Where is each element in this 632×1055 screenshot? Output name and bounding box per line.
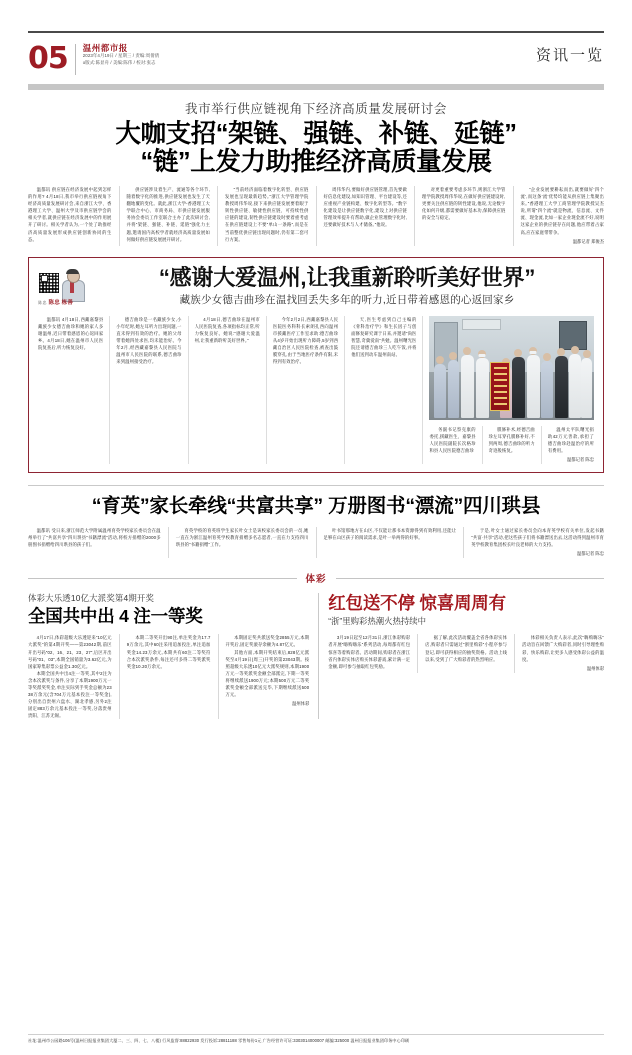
story-3-column (316, 527, 457, 558)
lottery-right-byline: 温州体彩 (586, 665, 605, 671)
story-1-paragraph: 周伟华内,要做好供应链管理,首先要做好信息化建设,如知识管理、平台建设等,还应重视产业链构建、数字化转型等。“数字化建设是让供应链数字化,建设上对供应链管理效率提升有帮助,做企业管理数字化时,还要做好技术与人才储备。”他说。 (323, 187, 407, 228)
photo-person (434, 364, 446, 418)
feature-article (28, 257, 604, 473)
story-1 (28, 102, 604, 246)
feature-photo-columns (429, 426, 594, 464)
feature-byline: 温都记者 陈忠 (567, 457, 594, 463)
columnist-stamp-name: 陈忠 栋善 (48, 299, 74, 306)
photo-person-head (571, 346, 579, 354)
feature-paragraph: 温州太平队曙光捐助42万元善款,承担了德吉曲珍赴温治疗的所有费用。 (547, 426, 594, 453)
lottery-paragraph: 据了解,此次活动覆盖全省各体彩实体店,购彩者只需通过“浙里购彩”小程序参与登记,即可获得相应的抽奖资格。活动上线以来,受到了广大购彩者的热烈响应。 (425, 635, 508, 662)
feature-column (38, 316, 103, 464)
story-1-columns (28, 186, 604, 246)
feature-paragraph: 膜修补术,经德吉曲珍左耳穿孔膜修补好,不到两周,德吉曲珍的听力奇迹般恢复。 (488, 426, 535, 453)
lottery-column (328, 634, 410, 672)
feature-paragraph: 温都讯 4月18日,西藏嘉黎县藏族少女德吉曲珍和她的家人多谢温州,近日带着感恩的心返回家乡。4月18日,她在温州市人民医院复查后,听力恢复良好。 (38, 316, 104, 351)
columnist-badge (38, 265, 96, 308)
masthead-date-line: 2023年4月19日 / 星期三 / 责编:周倩倩 (82, 53, 160, 58)
photo-person (555, 356, 568, 417)
photo-person-head (557, 348, 565, 356)
top-rule (28, 31, 604, 33)
photo-person-head (449, 352, 457, 360)
lottery-section (28, 593, 604, 719)
story-1-column (119, 186, 211, 246)
feature-column (266, 316, 338, 464)
story-3-paragraph: 温都讯 受日来,浙江师范大学附属温州育英学校家长委员会在温州举行了“共富共享”四川珙县“书籍漂流”活动,将校方捐赠的2000多册图书捐赠给四川珙县的孩子们。 (28, 528, 161, 548)
story-1-headline-line-2: “链”上发力助推经济高质量发展 (140, 148, 492, 176)
feature-paragraph: 今年2月2日,西藏嘉黎县人民医院医务科科长索朗孔西向温州市援藏医疗工作室求助:德吉曲珍从4岁开始出现听力障碍,5岁到西藏自治区人民医院检查,被查出鼓膜穿孔,由于当地医疗条件有限,未得到有效治疗。 (272, 316, 339, 365)
photo-person (512, 357, 525, 417)
photo-person-head (514, 349, 522, 357)
story-3-paragraph: 育英学校的育英班学生家长叶女士是该校家长委员会的一员,她一直在为浙江温州育英学校教育捐赠多名志愿者,一直在力支持四川珙县的“书籍捐赠”工作。 (175, 528, 309, 548)
page-number: 05 (28, 41, 68, 76)
feature-titles (96, 265, 594, 307)
badge-graphics (38, 268, 96, 308)
story-1-headline-line-1: 大咖支招“架链、强链、补链、延链” (115, 120, 517, 148)
feature-paragraph: 德吉曲珍是一名藏族少女,小小年纪时,她左耳听力出现问题,一直未得到有效的治疗。她的父母带着她四处求医,均未能治好。今年2月,经西藏嘉黎县人民医院与温州市人民医院的联系,德吉曲珍来到温州接受治疗。 (116, 316, 182, 365)
reporter-avatar-icon (60, 268, 86, 302)
story-3-columns (28, 527, 604, 558)
lottery-column (119, 634, 211, 719)
feature-paragraph: 务副书记察克康的委托,援藏医生、嘉黎县人民医院副院长次格珍和县人民医院德吉曲珍 (429, 426, 476, 453)
feature-column (541, 426, 594, 464)
lottery-story-right (318, 593, 604, 719)
paper-name: 温州都市报 (82, 43, 128, 53)
story-3 (28, 485, 604, 558)
story-1-column (414, 186, 506, 246)
lottery-column (28, 634, 112, 719)
lottery-column (514, 634, 604, 672)
story-1-byline: 温都记者 郑俊杰 (572, 238, 604, 244)
story-1-column (28, 186, 112, 246)
photo-person-head (543, 353, 551, 361)
lottery-left-byline: 温州体彩 (292, 701, 310, 707)
story-1-headline (28, 120, 604, 176)
columnist-stamp-small: 陈忠 (38, 299, 47, 305)
photo-sign (462, 319, 500, 330)
masthead-credits-line: o版式:陈显舟 / 美编:陈伟 / 校对:张志 (82, 59, 156, 65)
story-3-column (28, 527, 161, 558)
masthead (28, 42, 604, 82)
hospital-group-photo (429, 316, 594, 420)
story-1-paragraph: 供应链涉及着生产、流通等各个环节,随着数字化的推进,供应链发展也发生了天翻地覆的变化。就此,浙江大学-香港理工大学联合中心、市商务局、市供应链发展服务协会委员工作室联合主办了此次研讨会,并将“架链、强链、补链、延链”强化力主题,邀请国内高校学者就经济高质量发展如何做好供应链发展展开研讨。 (126, 187, 210, 242)
story-3-paragraph: 叶书馆那地方在山区,不仅能让那书本资源得到有效利用,还能让足够在山区孩子的阅读需求,是叶一举两得的好事。 (323, 528, 457, 541)
lottery-paragraph: 本期全国共中出4注一等奖,其中2注为含本次派奖与条件,分享了本期1900万元一等奖派奖奖金,单注实际到手奖金总额为2338万余元(含704万元基本投注一等奖金),分别出自贵州六盘水、湖北孝感,另外2注固定883万余元基本投注一等奖,分落贵州贵阳、江苏无锡。 (28, 670, 112, 719)
lottery-column (218, 634, 310, 719)
masthead-text (76, 42, 159, 66)
lottery-paragraph: 本期二等奖开出90注,单注奖金为17.79万余元,其中60注采用追加投注,单注追加奖金14.23万余元,本期共有60注二等奖符合本次派奖条件,每注还可多得二等奖派奖奖金10.20万余元。 (126, 635, 211, 669)
story-3-byline: 温都记者 陈忠 (577, 551, 604, 557)
photo-person (581, 358, 593, 417)
lottery-right-headline: 红包送不停 惊喜周周有 (328, 593, 506, 614)
photo-person (448, 360, 460, 417)
newspaper-page (0, 31, 632, 1055)
lottery-right-columns (328, 634, 604, 672)
lottery-column (417, 634, 507, 672)
photo-person (569, 354, 581, 417)
columnist-stamp (38, 298, 73, 306)
feature-column (344, 316, 416, 464)
lottery-section-label: 体彩 (305, 574, 327, 586)
qr-code-icon[interactable] (38, 272, 60, 294)
lottery-right-subhead: “浙”里购彩热潮火热持续中 (328, 616, 426, 627)
story-1-paragraph: “企业发展要耕耘而出,就要做好‘四个流’,而这条‘流’优势均能从供应链上集聚出来。”香港理工大学工商管理学院教授吴杰说,所谓“四个流”就是物流、信息流、文件流、现金流,比如一家企业现金流不好,说明这家企业的供应链存在问题,他应带着占家高,应在家庭带带争。 (520, 187, 604, 235)
feature-subhead: 藏族少女德吉曲珍在温找回丢失多年的听力,近日带着感恩的心返回家乡 (179, 293, 515, 306)
photo-person (461, 355, 474, 417)
story-1-paragraph: 对更着重要考虑多环节,则浙江大学管理学院教授周伟华说,在做好供应链建设时,更要关注供应链的韧性建设,他说,无论数字化如何升级,都需要做好基本功,保障供应链的安全与稳定。 (422, 187, 506, 221)
story-3-headline: “育英”家长牵线“共富共享” 万册图书“漂流”四川珙县 (91, 495, 541, 518)
photo-person (541, 361, 553, 417)
photo-person-head (463, 347, 471, 355)
feature-column (482, 426, 535, 464)
section-tag: 资讯一览 (535, 47, 604, 64)
photo-face-mask-icon (479, 354, 486, 357)
feature-column (109, 316, 181, 464)
feature-column (188, 316, 260, 464)
divider-line-right (336, 578, 605, 579)
photo-person-head (583, 350, 591, 358)
photo-person (527, 355, 540, 417)
feature-photo-block (422, 316, 594, 464)
feature-header (38, 265, 594, 308)
lottery-left-headline: 全国共中出 4 注一等奖 (28, 606, 203, 627)
lottery-paragraph: 4月17日,体彩超级大乐透迎来“10亿元大派奖”的第4期开奖——第23042期,前区开出号码“02、16、21、23、27”,后区开出号码“01、03”,本期全国销量为3.62亿元,为国家筹集彩票公益金1.30亿元。 (28, 635, 112, 669)
photo-person-head (436, 356, 444, 364)
story-1-paragraph: “当前经济面临着数字化转型、供应链发展也呈现最新趋势。”浙江大学管理学院教授周伟华说,接下来供应链发展要着眼于韧性供应链、敏捷性供应链、可持续性供应链的建设,韧性供应链建设时要着重考虑在供应链建设上不要“单山一条路”,而是在当前整优供应链出现问题时,仍有第二套可行方案。 (225, 187, 309, 242)
lottery-paragraph: 本期固定奖共派送奖金2855万元,本期开奖后,固定奖滚存余额为4.87亿元。 (225, 635, 310, 648)
lottery-section-divider (28, 571, 604, 585)
feature-body (38, 316, 594, 464)
photo-face-mask-icon (530, 351, 537, 354)
lottery-paragraph: 体彩相关负责人表示,此次“嗨购嗨乐”活动旨在回馈广大购彩者,同时引导理性购彩、快乐购彩,让更多人感受体彩公益的温度。 (522, 635, 605, 662)
page-footer (28, 1034, 604, 1044)
footer-imprint: 社址:温州市公园路106号(温州日报报业集团大厦二、三、四、七、八楼) 行风监督:88822930 发行投诉:28811188 零售每份1元 广告经营许可证:3303014000007 邮编:325000 温州日报报业集团印务中心印刷 (28, 1038, 410, 1043)
divider-line-left (28, 578, 297, 579)
story-3-paragraph: 于是,叶女士通过家长委员会向本育英学校有关单位,发起书籍“共富·共享”活动,把这些孩子们将书籍漂送出去,这活动得到温州市育英学校教育集团校长叶良老师的大力支持。 (471, 528, 604, 548)
feature-paragraph: 4月18日,德吉曲珍在温州市人民医院复查,各项指标均正常,听力恢复良好。她说:“感谢大爱温州,让我重新聆听美好世界。” (194, 316, 260, 343)
story-1-kicker: 我市举行供应链视角下经济高质量发展研讨会 (184, 102, 447, 116)
lottery-paragraph: 其他方面,本期开奖结束后,828亿元派奖至4月19日(周三)开奖的第23043期。按照超级大乐透10亿元大派奖规则,本期1900万元一等奖派奖金额全部派完,下期一等奖将继续派送1900万元;本期500万元二等奖派奖金额全部派送完毕,下期继续派送500万元。 (225, 649, 310, 698)
photo-person (476, 358, 489, 417)
feature-column (429, 426, 475, 464)
lottery-left-columns (28, 634, 309, 719)
feature-headline: “感谢大爱温州,让我重新聆听美好世界” (158, 264, 536, 290)
footer-rule (28, 1034, 604, 1035)
story-3-column (463, 527, 604, 558)
appreciation-banner (490, 362, 510, 412)
lottery-story-left (28, 593, 309, 719)
lottery-left-kicker: 体彩大乐透10亿大派奖第4期开奖 (28, 593, 155, 604)
story-1-paragraph: 温都讯 供应链在经济发展中起到怎样的作用? 4月18日,我市举行供应链视角下经济高质量发展研讨会,来自浙江大学、香港理工大学、温州大学及市供应链学会的相关学者,就供应链在经济发展中的作用展开了研讨。相关学者认为,一个处了助推经济高质量发展形成供应链创新协同的生态。 (28, 187, 112, 242)
story-1-column (316, 186, 408, 246)
story-3-column (168, 527, 309, 558)
lottery-paragraph: 3月19日起至12月31日,浙江体彩购彩者开展“嗨购嗨乐”系列活动,每周都有红包惊喜等着购彩者。活动期间,购彩者在浙江省内体彩实体店购买体彩游戏,累计满一定金额,即可参与抽取红包奖励。 (328, 635, 411, 669)
masthead-grey-bar (28, 84, 604, 90)
avatar-hair (66, 269, 79, 274)
feature-paragraph: 天,医生考虑到自己主编的《骨科治疗学》和生长因子与创面修复研究课于日来,并邀请“尚医智慧,奇冀爱南”共勉。温州曙光医院还请德吉曲珍三人吃午饭,并将他们送到动车温州南站。 (351, 316, 417, 358)
story-1-column (513, 186, 605, 246)
story-1-column (217, 186, 309, 246)
